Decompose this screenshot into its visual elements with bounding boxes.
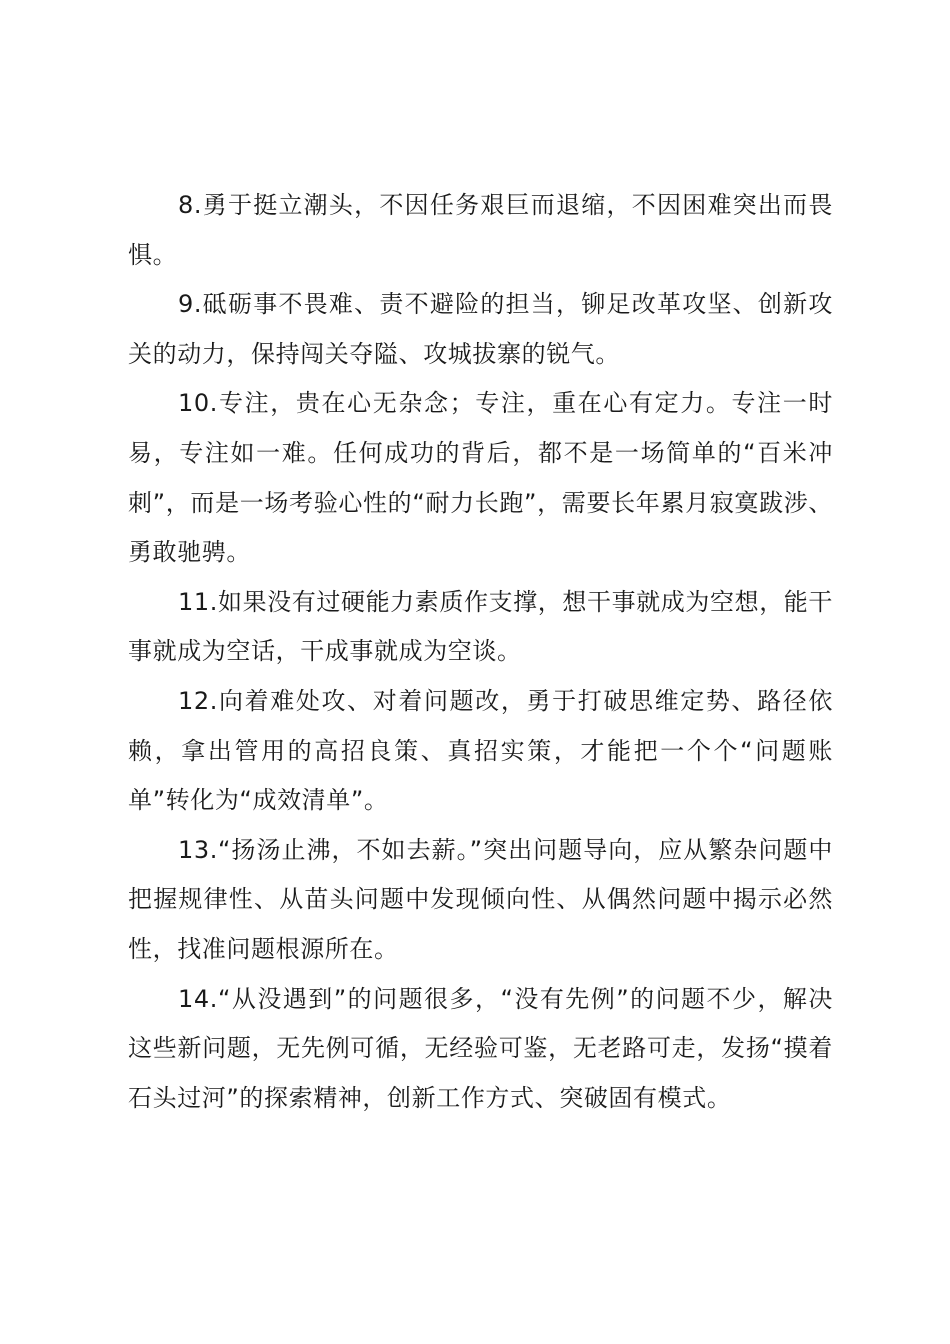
paragraph-13: 13.“扬汤止沸，不如去薪。”突出问题导向，应从繁杂问题中把握规律性、从苗头问题中发现倾向性、从偶然问题中揭示必然性，找准问题根源所在。 (128, 835, 833, 963)
paragraph-12: 12.向着难处攻、对着问题改，勇于打破思维定势、路径依赖，拿出管用的高招良策、真招实策，才能把一个个“问题账单”转化为“成效清单”。 (128, 686, 833, 815)
paragraph-8: 8.勇于挺立潮头，不因任务艰巨而退缩，不因困难突出而畏惧。 (128, 191, 833, 269)
paragraph-10: 10.专注，贵在心无杂念；专注，重在心有定力。专注一时易，专注如一难。任何成功的背后，都不是一场简单的“百米冲刺”，而是一场考验心性的“耐力长跑”，需要长年累月寂寞跋涉、勇敢驰骋。 (128, 389, 833, 567)
document-body (128, 181, 833, 1123)
paragraph-11: 11.如果没有过硬能力素质作支撑，想干事就成为空想，能干事就成为空话，干成事就成为空谈。 (128, 587, 833, 666)
paragraph-9: 9.砥砺事不畏难、责不避险的担当，铆足改革攻坚、创新攻关的动力，保持闯关夺隘、攻城拔寨的锐气。 (128, 290, 833, 368)
paragraph-14: 14.“从没遇到”的问题很多，“没有先例”的问题不少，解决这些新问题，无先例可循，无经验可鉴，无老路可走，发扬“摸着石头过河”的探索精神，创新工作方式、突破固有模式。 (128, 984, 833, 1112)
